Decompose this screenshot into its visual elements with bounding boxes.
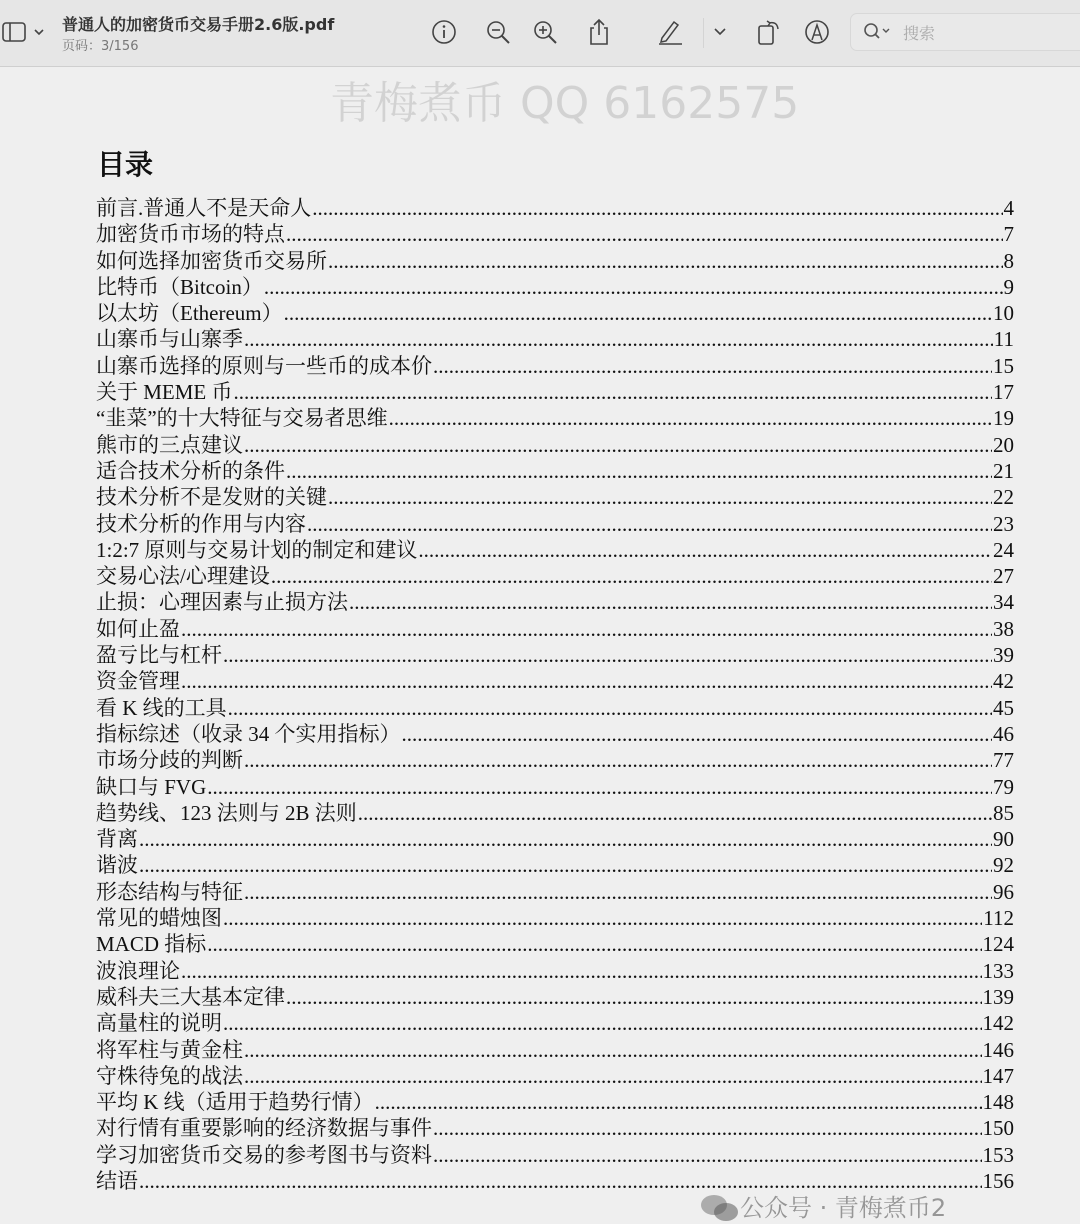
toc-entry-title: 威科夫三大基本定律 — [96, 984, 285, 1009]
toolbar — [0, 0, 1080, 67]
dot-leader — [207, 931, 981, 957]
toc-entry-title: 结语 — [96, 1168, 138, 1193]
document-title: 普通人的加密货币交易手册2.6版.pdf — [62, 15, 335, 34]
dot-leader — [244, 1037, 982, 1063]
toc-entry-page: 142 — [982, 1011, 1014, 1036]
toc-entry-title: 前言.普通人不是天命人 — [96, 196, 312, 220]
table-of-contents — [96, 195, 1014, 1194]
dot-leader — [244, 1063, 982, 1089]
toc-entry[interactable] — [96, 1037, 1014, 1063]
dot-leader — [418, 537, 992, 563]
dot-leader — [389, 405, 992, 431]
toc-entry-title: 高量柱的说明 — [96, 1011, 222, 1036]
toc-entry[interactable] — [96, 353, 1014, 379]
share-icon — [586, 18, 612, 46]
toc-entry-page: 10 — [993, 301, 1014, 326]
toc-heading: 目录 — [97, 148, 154, 181]
wechat-icon — [700, 1193, 740, 1223]
toc-entry[interactable] — [96, 484, 1014, 510]
toc-entry[interactable] — [96, 248, 1014, 274]
markup-options-button[interactable] — [706, 18, 734, 46]
dot-leader — [349, 589, 992, 615]
toc-entry-page: 42 — [993, 669, 1014, 694]
dot-leader — [328, 484, 992, 510]
dot-leader — [284, 300, 992, 326]
toc-entry[interactable] — [96, 195, 1014, 221]
toc-entry-title: 技术分析的作用与内容 — [96, 511, 306, 536]
dot-leader — [312, 195, 1002, 221]
toc-entry[interactable] — [96, 695, 1014, 721]
toc-entry-title: 谐波 — [96, 853, 138, 878]
toc-entry[interactable] — [96, 1115, 1014, 1141]
toc-entry-title: 对行情有重要影响的经济数据与事件 — [96, 1116, 432, 1141]
pen-circle-icon — [803, 18, 831, 46]
toc-entry-title: 学习加密货币交易的参考图书与资料 — [96, 1142, 432, 1167]
dot-leader — [223, 1010, 982, 1036]
toc-entry[interactable] — [96, 1089, 1014, 1115]
zoom-out-button[interactable] — [484, 18, 512, 46]
dot-leader — [286, 984, 982, 1010]
toc-entry[interactable] — [96, 879, 1014, 905]
toc-entry-title: 如何止盈 — [96, 616, 180, 641]
watermark: 青梅煮币 QQ 6162575 — [330, 78, 800, 129]
dot-leader — [433, 353, 992, 379]
toc-entry-page: 156 — [982, 1168, 1014, 1193]
toc-entry-page: 38 — [993, 616, 1014, 641]
search-input[interactable] — [850, 13, 1080, 51]
toc-entry[interactable] — [96, 852, 1014, 878]
toc-entry-page: 96 — [993, 879, 1014, 904]
toc-entry-title: 加密货币市场的特点 — [96, 222, 285, 247]
toc-entry-title: 熊市的三点建议 — [96, 432, 243, 457]
dot-leader — [181, 616, 992, 642]
toc-entry[interactable] — [96, 274, 1014, 300]
search-placeholder: 搜索 — [903, 23, 936, 43]
toolbar-divider — [703, 18, 704, 48]
toc-entry-title: 盈亏比与杠杆 — [96, 643, 222, 668]
toc-entry-title: 平均 K 线（适用于趋势行情） — [96, 1090, 374, 1115]
dot-leader — [181, 958, 982, 984]
toc-entry-title: 指标综述（收录 34 个实用指标） — [96, 721, 401, 746]
dot-leader — [433, 1142, 982, 1168]
toc-entry[interactable] — [96, 511, 1014, 537]
toc-entry-page: 24 — [993, 537, 1014, 562]
dot-leader — [223, 905, 982, 931]
toc-entry-title: 守株待兔的战法 — [96, 1063, 243, 1088]
toc-entry[interactable] — [96, 905, 1014, 931]
toc-entry[interactable] — [96, 379, 1014, 405]
toc-entry-title: “韭菜”的十大特征与交易者思维 — [96, 406, 388, 431]
toc-entry-page: 34 — [993, 590, 1014, 615]
toc-entry-page: 39 — [993, 643, 1014, 668]
search-icon — [863, 22, 893, 42]
sidebar-toggle-button[interactable] — [2, 18, 46, 46]
dot-leader — [244, 432, 992, 458]
info-button[interactable] — [430, 18, 458, 46]
toc-entry[interactable] — [96, 800, 1014, 826]
toc-entry-page: 45 — [993, 695, 1014, 720]
toc-entry-title: 波浪理论 — [96, 958, 180, 983]
toc-entry-title: 止损：心理因素与止损方法 — [96, 590, 348, 615]
toc-entry-page: 46 — [993, 721, 1014, 746]
toc-entry-page: 77 — [993, 748, 1014, 773]
toc-entry-page: 23 — [993, 511, 1014, 536]
toc-entry-page: 79 — [993, 774, 1014, 799]
toc-entry-page: 124 — [982, 932, 1014, 957]
toc-entry-page: 147 — [982, 1063, 1014, 1088]
toc-entry-title: 趋势线、123 法则与 2B 法则 — [96, 800, 357, 825]
toc-entry-page: 148 — [982, 1090, 1014, 1115]
dot-leader — [271, 563, 992, 589]
toc-entry-page: 153 — [982, 1142, 1014, 1167]
dot-leader — [375, 1089, 982, 1115]
info-icon — [431, 19, 457, 45]
toc-entry-title: 缺口与 FVG — [96, 774, 207, 799]
toc-entry[interactable] — [96, 326, 1014, 352]
dot-leader — [433, 1115, 982, 1141]
zoom-out-icon — [485, 19, 511, 45]
toc-entry-title: MACD 指标 — [96, 932, 207, 957]
dot-leader — [402, 721, 993, 747]
dot-leader — [286, 221, 1003, 247]
toc-entry[interactable] — [96, 721, 1014, 747]
dot-leader — [244, 747, 992, 773]
toc-entry-page: 20 — [993, 432, 1014, 457]
toc-entry-title: 形态结构与特征 — [96, 879, 243, 904]
toc-entry-page: 150 — [982, 1116, 1014, 1141]
toc-entry-title: 市场分歧的判断 — [96, 748, 243, 773]
toc-entry-title: 看 K 线的工具 — [96, 695, 227, 720]
share-button[interactable] — [585, 18, 613, 46]
toc-entry-title: 将军柱与黄金柱 — [96, 1037, 243, 1062]
annotate-button[interactable] — [803, 18, 831, 46]
wechat-watermark — [700, 1193, 946, 1223]
toc-entry-page: 19 — [993, 406, 1014, 431]
dot-leader — [139, 1168, 982, 1194]
toc-entry[interactable] — [96, 931, 1014, 957]
toc-entry-page: 27 — [993, 564, 1014, 589]
dot-leader — [244, 879, 992, 905]
dot-leader — [228, 695, 992, 721]
sidebar-icon — [2, 20, 46, 44]
zoom-in-button[interactable] — [531, 18, 559, 46]
toc-entry[interactable] — [96, 774, 1014, 800]
toc-entry-page: 21 — [993, 458, 1014, 483]
toc-entry[interactable] — [96, 1010, 1014, 1036]
toc-entry-page: 22 — [993, 485, 1014, 510]
markup-button[interactable] — [656, 18, 684, 46]
toc-entry[interactable] — [96, 1142, 1014, 1168]
toc-entry[interactable] — [96, 984, 1014, 1010]
toc-entry-page: 15 — [993, 353, 1014, 378]
page-indicator: 页码：3/156 — [62, 39, 139, 54]
dot-leader — [307, 511, 992, 537]
toc-entry-title: 关于 MEME 币 — [96, 380, 233, 405]
dot-leader — [223, 642, 992, 668]
toc-entry[interactable] — [96, 300, 1014, 326]
toc-entry-title: 技术分析不是发财的关键 — [96, 485, 327, 510]
toc-entry[interactable] — [96, 589, 1014, 615]
toc-entry-page: 85 — [993, 800, 1014, 825]
toc-entry-page: 11 — [993, 327, 1014, 352]
dot-leader — [139, 852, 992, 878]
toc-entry-page: 146 — [982, 1037, 1014, 1062]
toc-entry-page: 112 — [983, 906, 1014, 931]
toc-entry-page: 139 — [982, 984, 1014, 1009]
rotate-icon — [755, 18, 783, 46]
toc-entry-page: 7 — [1003, 222, 1014, 247]
dot-leader — [234, 379, 993, 405]
toc-entry[interactable] — [96, 221, 1014, 247]
dot-leader — [244, 326, 993, 352]
toc-entry[interactable] — [96, 1063, 1014, 1089]
toc-entry-page: 90 — [993, 827, 1014, 852]
toc-entry-title: 以太坊（Ethereum） — [96, 301, 283, 326]
toc-entry-title: 常见的蜡烛图 — [96, 906, 222, 931]
toc-entry[interactable] — [96, 826, 1014, 852]
dot-leader — [286, 458, 992, 484]
toc-entry-title: 如何选择加密货币交易所 — [96, 248, 327, 273]
zoom-in-icon — [532, 19, 558, 45]
toc-entry[interactable] — [96, 747, 1014, 773]
toc-entry-page: 17 — [993, 380, 1014, 405]
toc-entry-page: 8 — [1003, 248, 1014, 273]
toc-entry[interactable] — [96, 537, 1014, 563]
toc-entry-page: 92 — [993, 853, 1014, 878]
toc-entry-title: 资金管理 — [96, 669, 180, 694]
toc-entry-title: 比特币（Bitcoin） — [96, 274, 263, 299]
dot-leader — [207, 774, 992, 800]
toc-entry[interactable] — [96, 405, 1014, 431]
toc-entry-title: 山寨币选择的原则与一些币的成本价 — [96, 353, 432, 378]
dot-leader — [358, 800, 992, 826]
toc-entry[interactable] — [96, 642, 1014, 668]
dot-leader — [139, 826, 992, 852]
dot-leader — [264, 274, 1003, 300]
pencil-icon — [656, 18, 684, 46]
toc-entry-title: 交易心法/心理建设 — [96, 564, 270, 589]
chevron-down-icon — [713, 27, 727, 37]
toc-entry[interactable] — [96, 1168, 1014, 1194]
toc-entry-title: 1:2:7 原则与交易计划的制定和建议 — [96, 537, 418, 562]
toc-entry-title: 背离 — [96, 827, 138, 852]
dot-leader — [328, 248, 1003, 274]
toc-entry-title: 山寨币与山寨季 — [96, 327, 243, 352]
toc-entry[interactable] — [96, 958, 1014, 984]
toc-entry-page: 9 — [1003, 274, 1014, 299]
dot-leader — [181, 668, 992, 694]
rotate-button[interactable] — [755, 18, 783, 46]
wechat-watermark-text: 公众号 · 青梅煮币2 — [740, 1194, 947, 1222]
toc-entry-page: 4 — [1003, 196, 1014, 220]
toc-entry[interactable] — [96, 458, 1014, 484]
toc-entry[interactable] — [96, 668, 1014, 694]
toc-entry[interactable] — [96, 563, 1014, 589]
toc-entry[interactable] — [96, 616, 1014, 642]
toc-entry-page: 133 — [982, 958, 1014, 983]
toc-entry[interactable] — [96, 432, 1014, 458]
toc-entry-title: 适合技术分析的条件 — [96, 458, 285, 483]
